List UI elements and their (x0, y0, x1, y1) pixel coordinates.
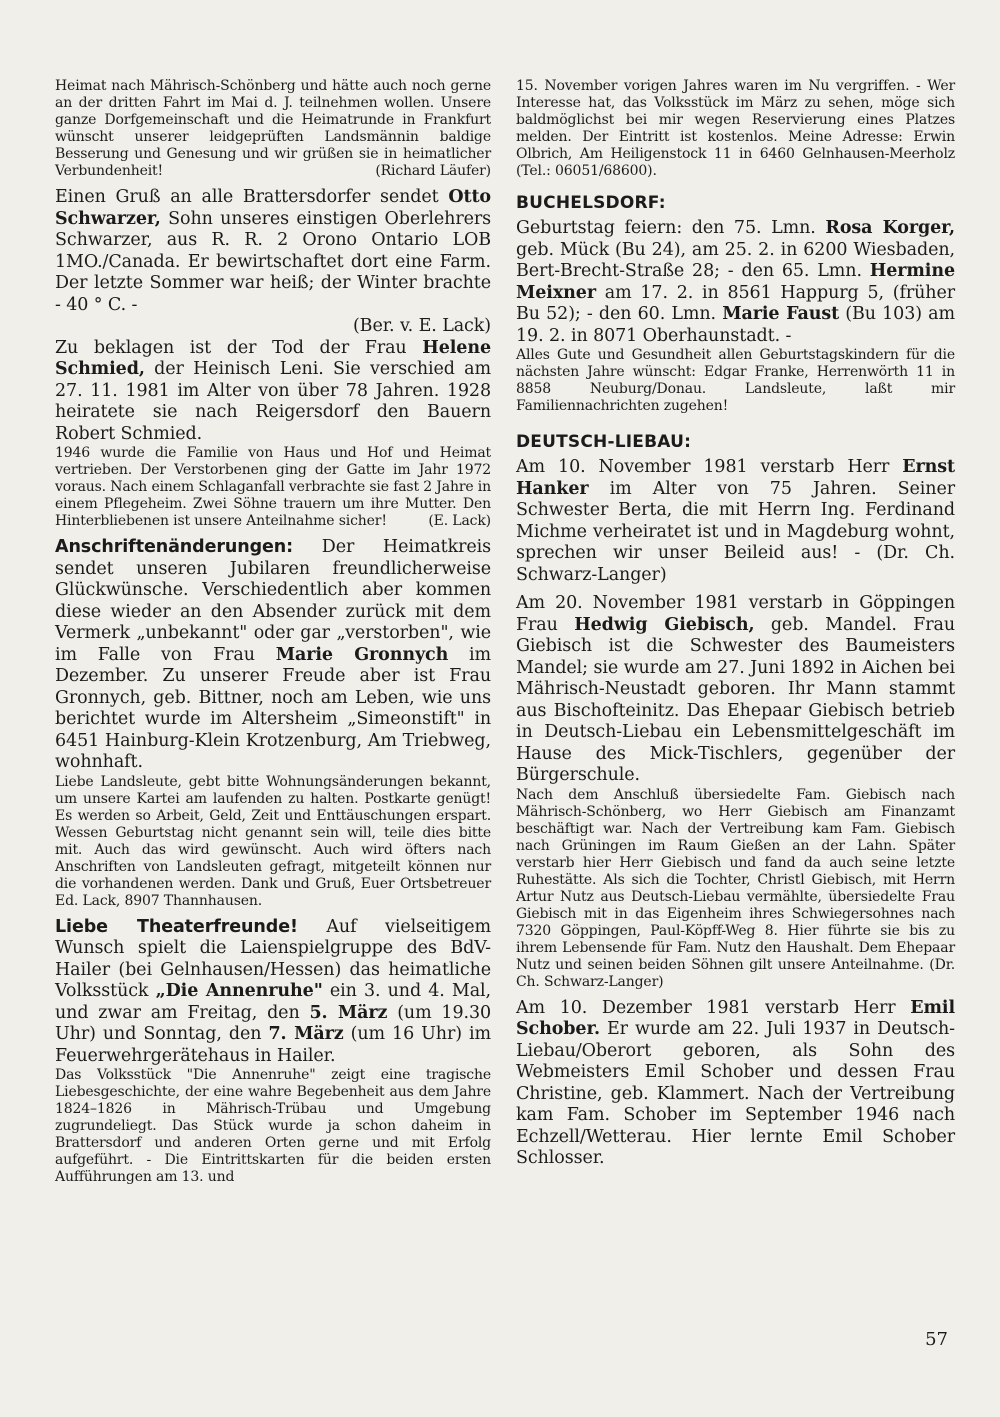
paragraph-text: Auf vielseitigem Wunsch spielt die Laienspielgruppe des BdV-Hailer (bei Gelnhausen/Hessen) das heimatliche Volksstück (55, 916, 491, 1001)
paragraph-anschriften (55, 537, 491, 774)
person-name: Hedwig Giebisch, (574, 614, 755, 635)
right-column (516, 78, 955, 1170)
paragraph-text: Am 10. November 1981 verstarb Herr (516, 457, 903, 477)
paragraph-geburtstag (516, 218, 955, 347)
paragraph-text: Zu beklagen ist der Tod der Frau (55, 337, 423, 358)
paragraph-schmied (55, 338, 491, 446)
paragraph-laeufer (55, 78, 491, 180)
paragraph-text: geb. Mandel. Frau Giebisch ist die Schwester des Baumeisters Mandel; sie wurde am 27. Juni 1892 in Aichen bei Mährisch-Neustadt geboren. Ihr Mann stammt aus Bischofteinitz. Das Ehepaar Giebisch betrieb in Deutsch-Liebau ein Lebensmittelgeschäft im Hause des Mick-Tischlers, gegenüber der Bürgerschule. (516, 614, 955, 785)
page-number: 57 (925, 1329, 948, 1350)
person-name: Marie Gronnych (275, 644, 449, 665)
signature: (Richard Läufer) (375, 163, 491, 179)
left-column (55, 78, 491, 1186)
paragraph-text: Einen Gruß an alle Brattersdorfer sendet (55, 187, 449, 207)
section-heading-buchelsdorf: BUCHELSDORF: (516, 193, 666, 213)
person-name: Ernst Hanker (516, 457, 955, 499)
paragraph-text: geb. Mück (Bu 24), am 25. 2. in 6200 Wiesbaden, Bert-Brecht-Straße 28; - den 65. Lmn. (516, 239, 955, 281)
paragraph-theater (55, 917, 491, 1068)
person-name: Otto Schwarzer, (55, 187, 491, 229)
paragraph-giebisch (516, 593, 955, 787)
paragraph-schober (516, 998, 955, 1170)
section-lead: Anschriftenänderungen: (55, 537, 294, 557)
paragraph-schwarzer (55, 187, 491, 316)
signature: (E. Lack) (428, 513, 491, 529)
paragraph-giebisch-detail: Nach dem Anschluß übersiedelte Fam. Giebisch nach Mährisch-Schönberg, wo Herr Giebisch am Finanzamt beschäftigt war. Nach der Vertreibung kam Fam. Giebisch nach Grüningen im Raum Gießen an der Lahn. Später verstarb hier Herr Giebisch und fand da auch seine letzte Ruhestätte. Als sich die Tochter, Christl Giebisch, mit Herrn Artur Nutz aus Deutsch-Liebau vermählte, übersiedelte Frau Giebisch mit in das Eigenheim ihres Schwiegersohnes nach 7320 Göppingen, Paul-Köpff-Weg 8. Hier führte sie bis zu ihrem Lebensende für Fam. Nutz den Haushalt. Dem Ehepaar Nutz und seinen beiden Söhnen gilt unsere Anteilnahme. (Dr. Ch. Schwarz-Langer) (516, 786, 955, 990)
paragraph-text: Heimat nach Mährisch-Schönberg und hätte auch noch gerne an der dritten Fahrt im Mai d. J. teilnehmen wollen. Unsere ganze Dorfgemeinschaft und die Heimatrunde in Frankfurt wünscht unserer leidgeprüften Landsmännin baldige Besserung und Genesung und wir grüßen sie in heimatlicher Verbundenheit! (55, 78, 491, 179)
paragraph-text: Der Heimatkreis sendet unseren Jubilaren freundlicherweise Glückwünsche. Verschiedentlich aber kommen diese wieder an den Absender zurück mit dem Vermerk „unbekannt" oder gar „verstorben", wie im Falle von Frau (55, 537, 491, 665)
paragraph-hanker (516, 457, 955, 586)
paragraph-schmied-detail (55, 445, 491, 530)
paragraph-text: (Bu 103) am 19. 2. in 8071 Oberhaunstadt. - (516, 304, 955, 346)
signature-lack: (Ber. v. E. Lack) (352, 316, 491, 336)
paragraph-text: der Heinisch Leni. Sie verschied am 27. 11. 1981 im Alter von über 78 Jahren. 1928 heiratete sie nach Reigersdorf den Bauern Robert Schmied. (55, 359, 491, 444)
paragraph-text: Sohn unseres einstigen Oberlehrers Schwarzer, aus R. R. 2 Orono Ontario LOB 1MO./Canada. Er bewirtschaftet dort eine Farm. Der letzte Sommer war heiß; der Winter brachte - 40 ° C. - (55, 208, 491, 315)
date: 5. März (309, 1002, 388, 1023)
person-name: Helene Schmied, (55, 337, 491, 379)
person-name: Emil Schober. (516, 997, 955, 1039)
section-lead: Liebe Theaterfreunde! (55, 916, 298, 937)
date: 7. März (268, 1024, 344, 1044)
paragraph-volksstueck: Das Volksstück "Die Annenruhe" zeigt eine tragische Liebesgeschichte, der eine wahre Begebenheit aus dem Jahre 1824–1826 in Mährisch-Trübau und Umgebung zugrundeliegt. Das Stück wurde ja schon daheim in Brattersdorf und anderen Orten gerne und mit Erfolg aufgeführt. - Die Eintrittskarten für die beiden ersten Aufführungen am 13. und (55, 1067, 491, 1185)
paragraph-franke: Alles Gute und Gesundheit allen Geburtstagskindern für die nächsten Jahre wünscht: Edgar Franke, Herrenwörth 11 in 8858 Neuburg/Donau. Landsleute, laßt mir Familiennachrichten zugehen! (516, 347, 955, 414)
person-name: Marie Faust (722, 304, 840, 324)
paragraph-olbrich: 15. November vorigen Jahres waren im Nu vergriffen. - Wer Interesse hat, das Volksstück im März zu sehen, möge sich baldmöglichst bei mir wegen Reservierung eines Platzes melden. Der Eintritt ist kostenlos. Meine Adresse: Erwin Olbrich, Am Heiligenstock 11 in 6460 Gelnhausen-Meerholz (Tel.: 06051/68600). (516, 78, 955, 179)
paragraph-text: am 17. 2. in 8561 Happurg 5, (früher Bu 52); - den 60. Lmn. (516, 282, 955, 324)
paragraph-text: im Alter von 75 Jahren. Seiner Schwester Berta, die mit Herrn Ing. Ferdinand Michme verheiratet ist und in Magdeburg wohnt, sprechen wir unser Beileid aus! - (Dr. Ch. Schwarz-Langer) (516, 478, 955, 585)
person-name: Rosa Korger, (825, 218, 955, 238)
paragraph-text: im Dezember. Zu unserer Freude aber ist Frau Gronnych, geb. Bittner, noch am Leben, wie uns berichtet wurde im Altersheim „Simeonstift" in 6451 Hainburg-Klein Krotzenburg, Am Triebweg, wohnhaft. (55, 644, 491, 772)
paragraph-wohnungsaenderungen: Liebe Landsleute, gebt bitte Wohnungsänderungen bekannt, um unsere Kartei am laufenden zu halten. Postkarte genügt! Es werden so Arbeit, Geld, Zeit und Enttäuschungen erspart. Wessen Geburtstag nicht genannt sein will, teile dies bitte mit. Auch das wird gewünscht. Auch wird öfters nach Anschriften von Landsleuten gefragt, mitgeteilt können nur die vorhandenen werden. Dank und Gruß, Euer Ortsbetreuer Ed. Lack, 8907 Thannhausen. (55, 773, 491, 909)
section-heading-deutsch-liebau: DEUTSCH-LIEBAU: (516, 432, 692, 452)
paragraph-text: Er wurde am 22. Juli 1937 in Deutsch-Liebau/Oberort geboren, als Sohn des Webmeisters Emil Schober und dessen Frau Christine, geb. Klammert. Nach der Vertreibung kam Fam. Schober im September 1946 nach Echzell/Wetterau. Hier lernte Emil Schober Schlosser. (516, 1019, 955, 1168)
play-title: „Die Annenruhe" (155, 981, 323, 1001)
paragraph-text: (um 19.30 Uhr) und Sonntag, den (55, 1002, 492, 1044)
paragraph-text: ein 3. und 4. Mal, und zwar am Freitag, den (55, 981, 492, 1023)
paragraph-text: (um 16 Uhr) im Feuerwehrgerätehaus in Hailer. (55, 1024, 491, 1066)
person-name: Hermine Meixner (516, 261, 955, 303)
paragraph-text: Am 20. November 1981 verstarb in Göppingen Frau (516, 593, 955, 635)
paragraph-text: Geburtstag feiern: den 75. Lmn. (516, 218, 826, 238)
paragraph-text: 1946 wurde die Familie von Haus und Hof und Heimat vertrieben. Der Verstorbenen ging der Gatte im Jahr 1972 voraus. Nach einem Schlaganfall verbrachte sie fast 2 Jahre in einem Pflegeheim. Zwei Söhne trauern um ihre Mutter. Den Hinterbliebenen ist unsere Anteilnahme sicher! (55, 445, 491, 529)
paragraph-text: Am 10. Dezember 1981 verstarb Herr (516, 997, 911, 1018)
